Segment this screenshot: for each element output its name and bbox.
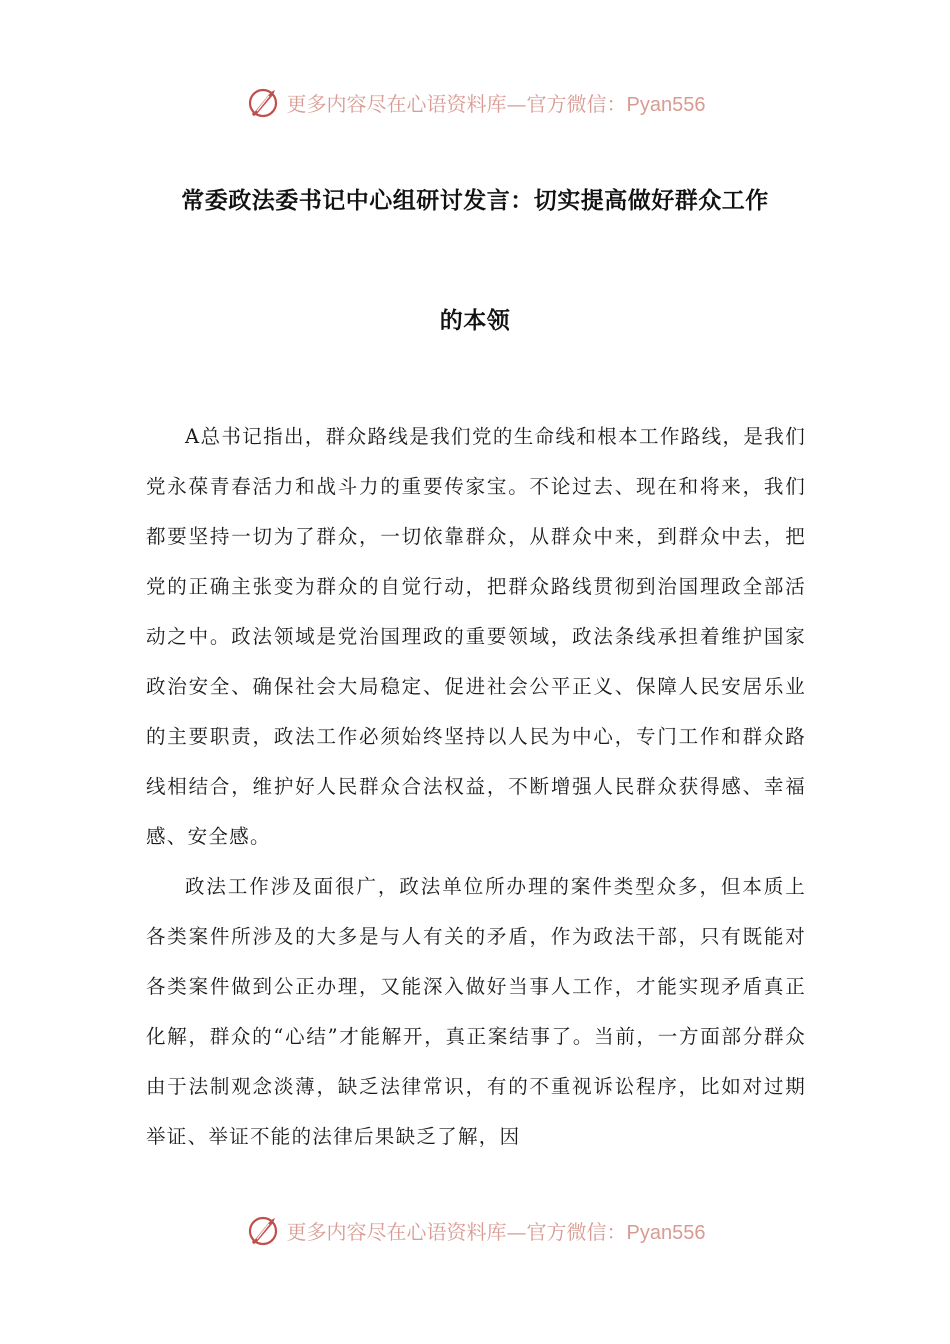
watermark-handle: Pyan556	[626, 93, 706, 116]
document-title-line-1: 常委政法委书记中心组研讨发言：切实提高做好群众工作	[181, 188, 769, 214]
quill-pen-icon	[245, 1212, 281, 1248]
watermark-handle: Pyan556	[626, 1221, 706, 1244]
paragraph-2: 政法工作涉及面很广，政法单位所办理的案件类型众多，但本质上各类案件所涉及的大多是与人有关的矛盾，作为政法干部，只有既能对各类案件做到公正办理，又能深入做好当事人工作，才能实现矛盾真正化解，群众的“心结”才能解开，真正案结事了。当前，一方面部分群众由于法制观念淡薄，缺乏法律常识，有的不重视诉讼程序，比如对过期举证、举证不能的法律后果缺乏了解，因	[146, 875, 806, 1148]
watermark-text: 更多内容尽在心语资料库—官方微信：Pyan556	[286, 1219, 706, 1244]
watermark-text: 更多内容尽在心语资料库—官方微信：Pyan556	[286, 91, 706, 116]
paragraph-1: A总书记指出，群众路线是我们党的生命线和根本工作路线，是我们党永葆青春活力和战斗力的重要传家宝。不论过去、现在和将来，我们都要坚持一切为了群众，一切依靠群众，从群众中来，到群众中去，把党的正确主张变为群众的自觉行动，把群众路线贯彻到治国理政全部活动之中。政法领域是党治国理政的重要领域，政法条线承担着维护国家政治安全、确保社会大局稳定、促进社会公平正义、保障人民安居乐业的主要职责，政法工作必须始终坚持以人民为中心，专门工作和群众路线相结合，维护好人民群众合法权益，不断增强人民群众获得感、幸福感、安全感。	[146, 425, 806, 848]
header-watermark	[0, 80, 950, 124]
document-title-line-2: 的本领	[439, 308, 511, 334]
document-body	[146, 412, 806, 1162]
footer-watermark	[0, 1208, 950, 1252]
quill-pen-icon	[245, 84, 281, 120]
